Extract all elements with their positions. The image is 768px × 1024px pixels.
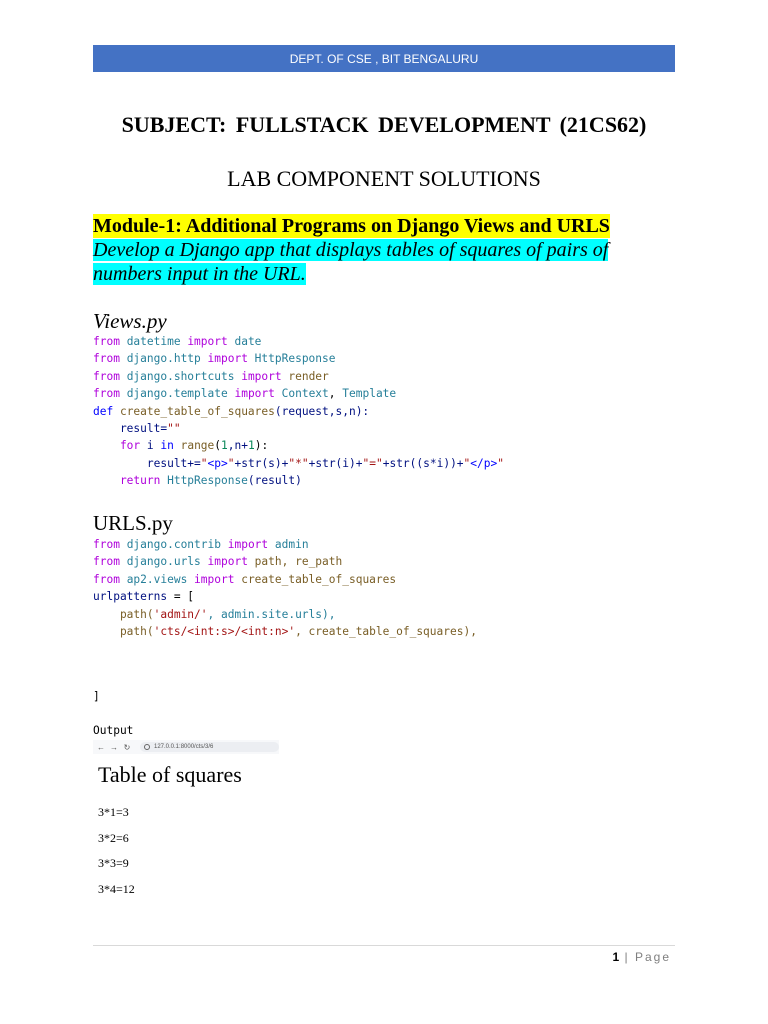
output-line: 3*4=12 [98, 881, 135, 896]
info-icon [144, 744, 150, 750]
address-url: 127.0.0.1:8000/cts/3/6 [154, 744, 214, 750]
output-page-title: Table of squares [98, 762, 242, 787]
address-bar[interactable] [140, 742, 279, 752]
footer-separator: | [624, 950, 630, 964]
code-line: path('admin/', admin.site.urls), [93, 607, 336, 621]
output-line: 3*2=6 [98, 830, 129, 845]
task-description [93, 238, 675, 286]
code-line: return HttpResponse(result) [93, 474, 302, 488]
views-heading: Views.py [93, 309, 167, 333]
output-lines [98, 805, 135, 907]
task-text: Develop a Django app that displays tables of squares of pairs of numbers input in the URL. [93, 239, 609, 285]
urls-code-block [93, 536, 477, 640]
code-line: def create_table_of_squares(request,s,n): [93, 404, 370, 418]
code-line: result+="<p>"+str(s)+"*"+str(i)+"="+str((s*i))+"</p>" [93, 456, 504, 470]
subject-title: SUBJECT: FULLSTACK DEVELOPMENT (21CS62) [121, 112, 647, 137]
page-footer [612, 950, 671, 964]
code-line: for i in range(1,n+1): [93, 439, 269, 453]
department-label: DEPT. OF CSE , BIT BENGALURU [289, 51, 479, 66]
back-arrow-icon[interactable]: ← [97, 742, 105, 752]
code-line: urlpatterns = [ [93, 590, 195, 604]
output-label: Output [93, 724, 134, 737]
browser-toolbar [93, 740, 279, 754]
code-line: from django.shortcuts import render [93, 369, 329, 383]
page-label: Page [634, 950, 671, 964]
forward-arrow-icon[interactable]: → [110, 742, 118, 752]
output-line: 3*3=9 [98, 856, 129, 870]
views-code-block [93, 333, 504, 490]
urls-heading: URLS.py [93, 511, 173, 535]
code-line: from datetime import date [93, 335, 262, 348]
page-number: 1 [612, 950, 620, 964]
footer-divider [93, 945, 675, 946]
code-line: result="" [93, 422, 181, 436]
code-line: from django.http import HttpResponse [93, 352, 336, 366]
code-line: path('cts/<int:s>/<int:n>', create_table_of_squares), [93, 625, 477, 639]
code-line: from django.contrib import admin [93, 538, 309, 551]
header-bar [93, 45, 675, 72]
code-line: from ap2.views import create_table_of_squares [93, 572, 397, 586]
code-line: from django.urls import path, re_path [93, 555, 343, 569]
output-line: 3*1=3 [98, 805, 129, 819]
module-heading: Module-1: Additional Programs on Django Views and URLS [93, 215, 610, 237]
lab-title: LAB COMPONENT SOLUTIONS [227, 166, 541, 191]
closing-bracket: ] [93, 690, 100, 703]
code-line: from django.template import Context, Template [93, 387, 397, 401]
reload-icon[interactable]: ↻ [123, 742, 131, 752]
